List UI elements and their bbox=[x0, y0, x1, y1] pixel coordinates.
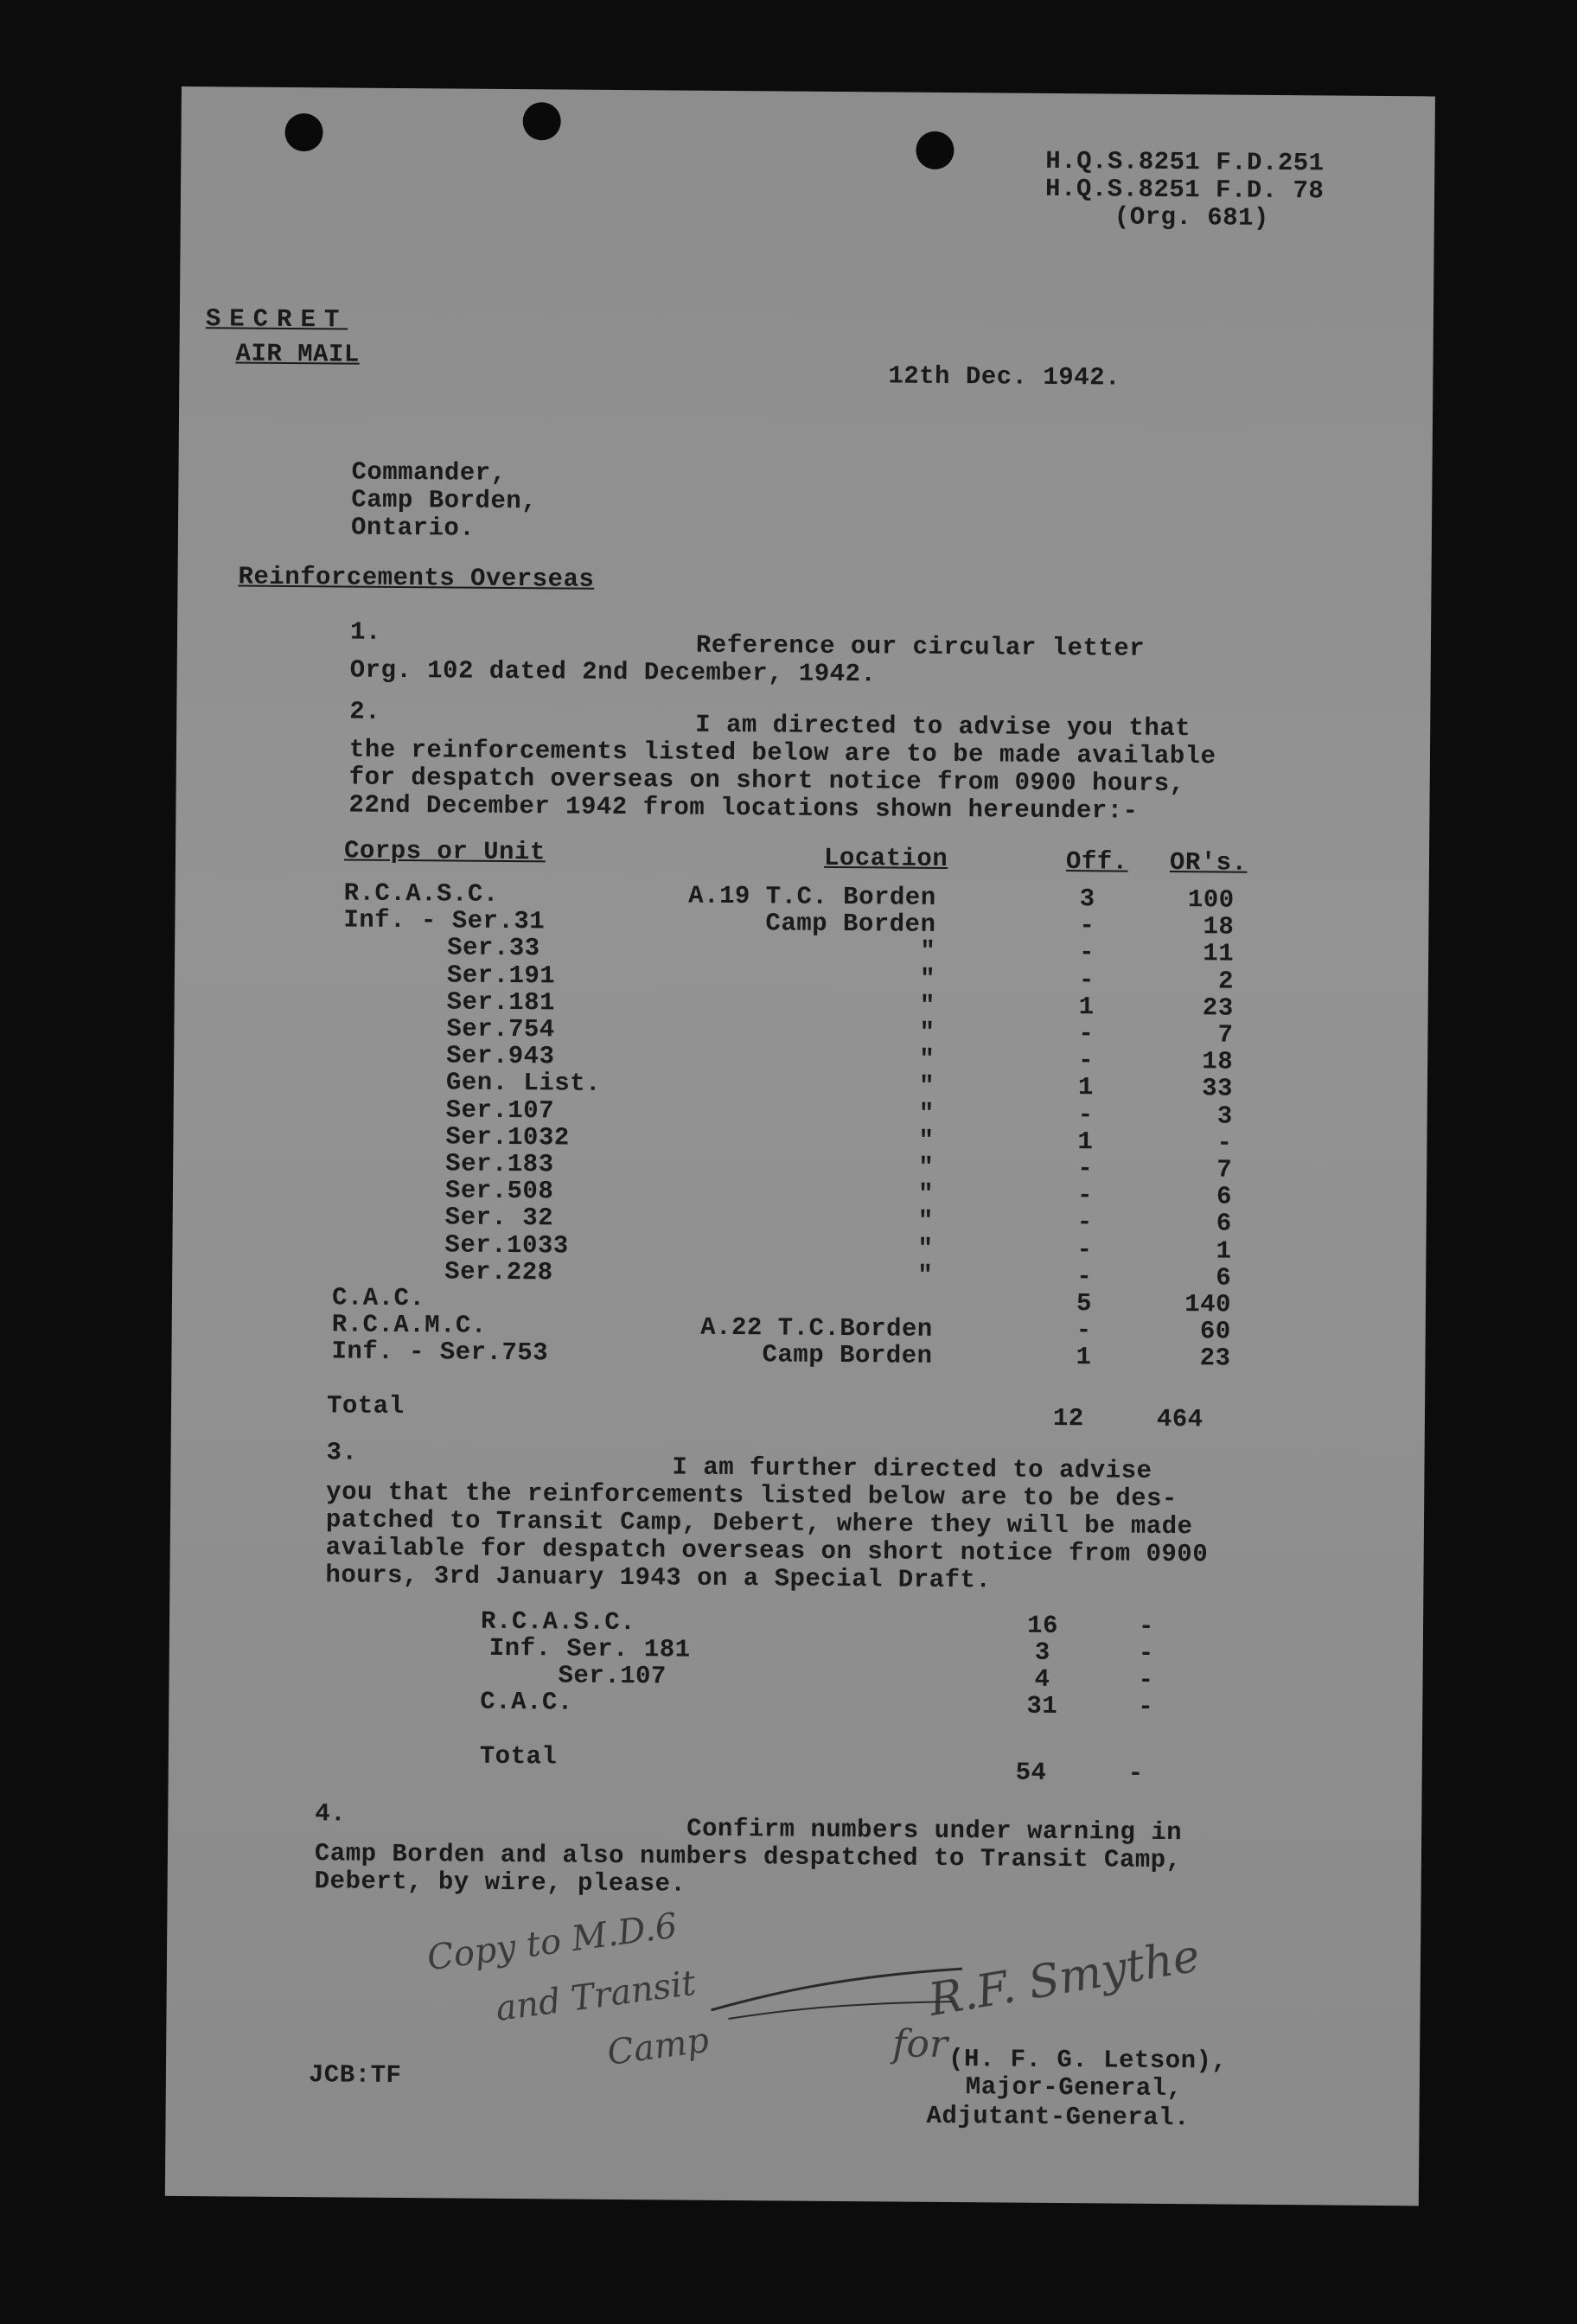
location-cell: " bbox=[919, 964, 936, 993]
officers-cell: - bbox=[1076, 1262, 1093, 1292]
addressee-line: Camp Borden, bbox=[351, 485, 538, 516]
officers-cell: - bbox=[1076, 1316, 1092, 1345]
other-ranks-cell: 140 bbox=[1184, 1290, 1232, 1319]
unit-cell: Ser.508 bbox=[444, 1176, 554, 1206]
location-cell: A.19 T.C. Borden bbox=[688, 881, 936, 912]
unit-cell: Ser.943 bbox=[446, 1041, 555, 1071]
other-ranks-cell: - bbox=[1138, 1638, 1154, 1668]
officers-cell: 1 bbox=[1076, 1343, 1092, 1372]
total-label: Total bbox=[479, 1741, 558, 1772]
column-header-other-ranks: OR's. bbox=[1169, 848, 1248, 878]
unit-cell: C.A.C. bbox=[331, 1283, 425, 1313]
location-cell: " bbox=[917, 1179, 935, 1209]
officers-cell: 1 bbox=[1078, 993, 1095, 1022]
officers-cell: - bbox=[1076, 1181, 1094, 1210]
other-ranks-cell: 11 bbox=[1203, 939, 1235, 968]
paragraph-line: Confirm numbers under warning in bbox=[686, 1814, 1183, 1848]
location-cell: " bbox=[918, 1071, 935, 1101]
paragraph-line: I am directed to advise you that bbox=[695, 710, 1191, 744]
other-ranks-cell: 60 bbox=[1199, 1317, 1231, 1346]
officers-cell: - bbox=[1079, 938, 1095, 967]
paragraph-line: for despatch overseas on short notice from 0900 hours, bbox=[348, 763, 1185, 799]
signatory-title: Adjutant-General. bbox=[926, 2101, 1191, 2133]
paragraph-line: Reference our circular letter bbox=[695, 630, 1146, 663]
unit-cell: Inf. - Ser.753 bbox=[331, 1337, 549, 1368]
unit-cell: Ser.107 bbox=[558, 1661, 667, 1691]
paragraph-line: Org. 102 dated 2nd December, 1942. bbox=[349, 655, 877, 689]
officers-cell: 31 bbox=[1026, 1691, 1058, 1721]
officers-cell: - bbox=[1076, 1208, 1093, 1237]
paragraph-line: Debert, by wire, please. bbox=[314, 1867, 686, 1899]
officers-cell: - bbox=[1078, 1046, 1095, 1076]
unit-cell: C.A.C. bbox=[480, 1687, 573, 1717]
paragraph-number: 3. bbox=[326, 1438, 358, 1467]
officers-cell: 5 bbox=[1076, 1289, 1093, 1318]
location-cell: " bbox=[919, 991, 935, 1020]
other-ranks-cell: 23 bbox=[1199, 1344, 1231, 1373]
unit-cell: Ser.228 bbox=[444, 1257, 553, 1287]
unit-cell: Gen. List. bbox=[445, 1068, 602, 1098]
total-officers: 12 bbox=[1052, 1403, 1084, 1433]
column-header-location: Location bbox=[823, 843, 948, 873]
file-ref: H.Q.S.8251 F.D.251 bbox=[1045, 146, 1325, 178]
location-cell: Camp Borden bbox=[762, 1340, 933, 1370]
total-officers: 54 bbox=[1015, 1758, 1047, 1787]
officers-cell: - bbox=[1078, 966, 1095, 995]
classification: SECRET bbox=[205, 304, 348, 335]
officers-cell: 16 bbox=[1027, 1611, 1059, 1641]
other-ranks-cell: 6 bbox=[1216, 1182, 1233, 1211]
other-ranks-cell: 7 bbox=[1217, 1020, 1234, 1050]
paragraph-line: patched to Transit Camp, Debert, where they will be made bbox=[325, 1505, 1193, 1542]
location-cell: " bbox=[917, 1206, 934, 1235]
unit-cell: Ser.181 bbox=[446, 987, 556, 1018]
officers-cell: - bbox=[1076, 1235, 1093, 1265]
location-cell: Camp Borden bbox=[765, 909, 936, 939]
other-ranks-cell: - bbox=[1138, 1665, 1154, 1695]
unit-cell: R.C.A.S.C. bbox=[480, 1606, 636, 1638]
location-cell: " bbox=[920, 936, 936, 966]
paragraph-line: the reinforcements listed below are to be made available bbox=[348, 735, 1216, 771]
subject-line: Reinforcements Overseas bbox=[238, 562, 595, 594]
location-cell: " bbox=[918, 1126, 935, 1155]
other-ranks-cell: 23 bbox=[1202, 993, 1234, 1023]
unit-cell: Ser. 32 bbox=[444, 1203, 554, 1233]
officers-cell: - bbox=[1077, 1154, 1094, 1184]
signature-scrawl: R.F. Smythe bbox=[925, 1930, 1204, 2027]
unit-cell: Ser.183 bbox=[445, 1149, 554, 1179]
officers-cell: - bbox=[1079, 911, 1095, 941]
column-header-officers: Off. bbox=[1065, 847, 1128, 877]
paragraph-line: Camp Borden and also numbers despatched to Transit Camp, bbox=[314, 1839, 1182, 1875]
handwritten-line: and Transit bbox=[493, 1963, 699, 2029]
other-ranks-cell: 18 bbox=[1203, 912, 1235, 942]
signatory-name: (H. F. G. Letson), bbox=[948, 2045, 1228, 2076]
paragraph-line: 22nd December 1942 from locations shown hereunder:- bbox=[348, 790, 1139, 826]
punch-hole bbox=[284, 113, 322, 151]
paragraph-line: hours, 3rd January 1943 on a Special Draft. bbox=[325, 1561, 992, 1595]
other-ranks-cell: 2 bbox=[1217, 967, 1235, 996]
file-ref: (Org. 681) bbox=[1114, 202, 1270, 233]
officers-cell: 1 bbox=[1077, 1127, 1094, 1157]
addressee-line: Commander, bbox=[351, 457, 507, 488]
letter-date: 12th Dec. 1942. bbox=[888, 361, 1121, 393]
location-cell: " bbox=[918, 1152, 935, 1182]
other-ranks-cell: 18 bbox=[1202, 1047, 1234, 1076]
total-other-ranks: - bbox=[1127, 1759, 1144, 1788]
other-ranks-cell: 100 bbox=[1187, 885, 1235, 915]
signatory-rank: Major-General, bbox=[965, 2072, 1183, 2104]
paragraph-line: you that the reinforcements listed below are to be des- bbox=[326, 1478, 1178, 1514]
officers-cell: 4 bbox=[1034, 1664, 1050, 1694]
other-ranks-cell: - bbox=[1138, 1612, 1155, 1641]
officers-cell: 1 bbox=[1077, 1073, 1095, 1102]
paragraph-line: I am further directed to advise bbox=[672, 1452, 1152, 1485]
officers-cell: 3 bbox=[1079, 884, 1095, 914]
other-ranks-cell: 6 bbox=[1216, 1263, 1232, 1293]
total-other-ranks: 464 bbox=[1156, 1404, 1204, 1434]
other-ranks-cell: 7 bbox=[1216, 1155, 1233, 1184]
paragraph-number: 4. bbox=[315, 1799, 347, 1829]
other-ranks-cell: - bbox=[1216, 1128, 1233, 1158]
unit-cell: Inf. Ser. 181 bbox=[488, 1633, 691, 1664]
paragraph-line: available for despatch overseas on short notice from 0900 bbox=[325, 1533, 1209, 1569]
column-header-unit: Corps or Unit bbox=[343, 836, 546, 867]
total-label: Total bbox=[326, 1391, 405, 1421]
location-cell: " bbox=[919, 1018, 935, 1047]
punch-hole bbox=[916, 131, 954, 169]
location-cell: " bbox=[919, 1044, 935, 1074]
handwritten-line: Camp bbox=[604, 2020, 712, 2073]
unit-cell: R.C.A.S.C. bbox=[343, 878, 499, 909]
other-ranks-cell: 3 bbox=[1216, 1101, 1233, 1131]
unit-cell: Ser.107 bbox=[445, 1095, 555, 1126]
other-ranks-cell: 6 bbox=[1216, 1209, 1232, 1238]
officers-cell: - bbox=[1078, 1019, 1095, 1049]
typist-initials: JCB:TF bbox=[308, 2060, 402, 2091]
paragraph-number: 2. bbox=[349, 697, 381, 726]
signature-flourish-icon bbox=[702, 1958, 980, 2030]
handwritten-line: Copy to M.D.6 bbox=[425, 1906, 680, 1979]
other-ranks-cell: 33 bbox=[1201, 1074, 1234, 1103]
document-page bbox=[165, 86, 1435, 2206]
unit-cell: Ser.1033 bbox=[444, 1230, 569, 1261]
location-cell: A.22 T.C.Borden bbox=[700, 1312, 933, 1344]
other-ranks-cell: 1 bbox=[1216, 1236, 1232, 1266]
punch-hole bbox=[523, 102, 561, 140]
unit-cell: Inf. - Ser.31 bbox=[343, 905, 546, 936]
file-references bbox=[182, 86, 1435, 233]
unit-cell: Ser.1032 bbox=[445, 1122, 570, 1152]
for-mark: for bbox=[892, 2021, 948, 2067]
unit-cell: Ser.754 bbox=[446, 1014, 555, 1044]
unit-cell: Ser.191 bbox=[446, 961, 556, 991]
addressee-line: Ontario. bbox=[350, 513, 476, 543]
location-cell: " bbox=[917, 1261, 934, 1290]
unit-cell: R.C.A.M.C. bbox=[331, 1310, 487, 1340]
location-cell: " bbox=[918, 1099, 935, 1128]
file-ref: H.Q.S.8251 F.D. 78 bbox=[1044, 174, 1325, 206]
unit-cell: Ser.33 bbox=[447, 933, 540, 963]
officers-cell: 3 bbox=[1034, 1638, 1050, 1667]
delivery-method: AIR MAIL bbox=[235, 339, 360, 369]
paragraph-number: 1. bbox=[349, 617, 381, 647]
location-cell: " bbox=[917, 1234, 934, 1263]
other-ranks-cell: - bbox=[1138, 1692, 1154, 1721]
officers-cell: - bbox=[1077, 1101, 1094, 1130]
